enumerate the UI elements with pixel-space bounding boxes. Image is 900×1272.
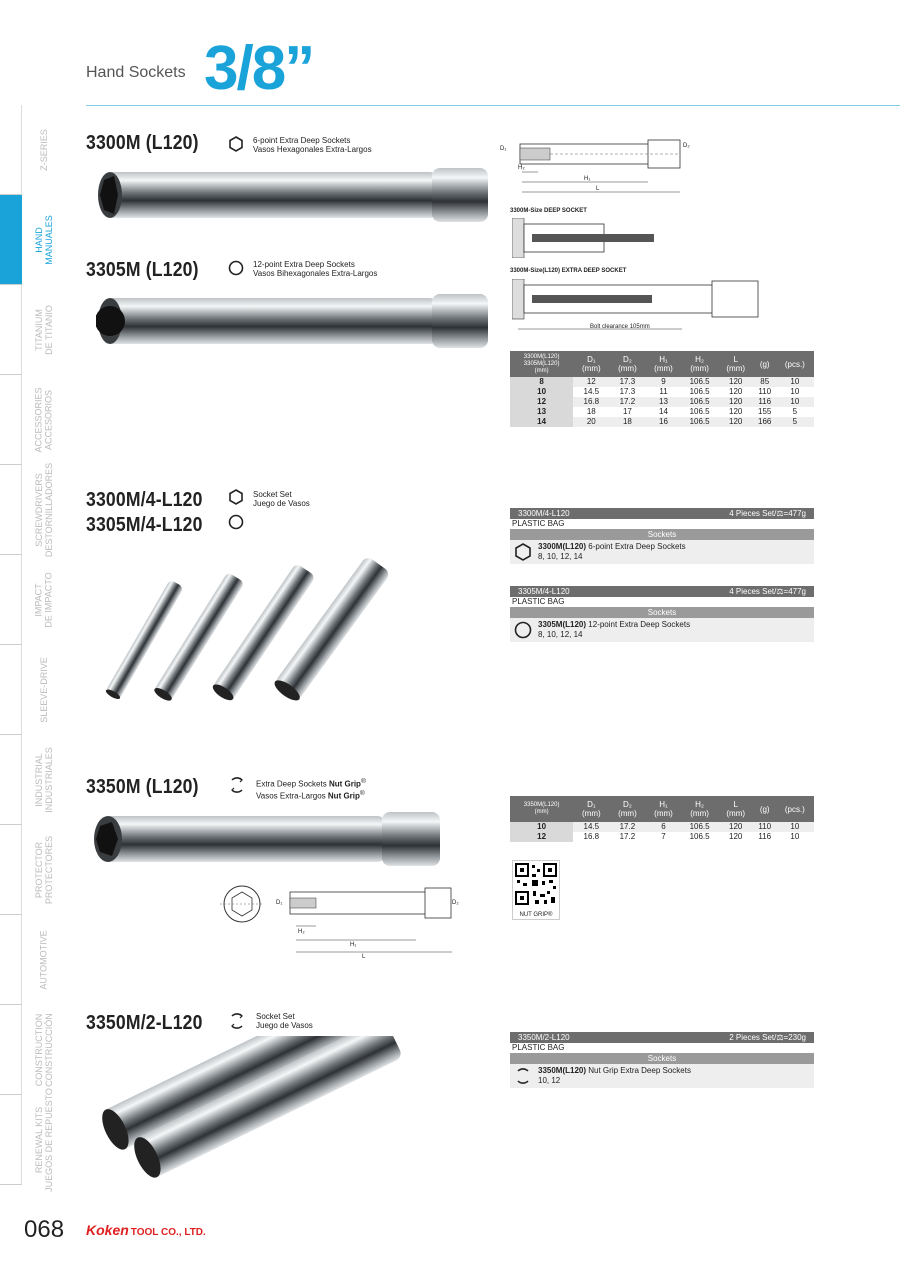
side-tab-label[interactable] <box>24 285 64 375</box>
dim-h1-label: H₁ <box>584 176 591 182</box>
table-header-code: 3350M(L120) (mm) <box>510 796 573 822</box>
set-item-code: 3350M(L120) <box>538 1066 587 1075</box>
side-tab-label[interactable] <box>24 1005 64 1095</box>
table-header: H₁ (mm) <box>645 351 681 377</box>
table-header: (pcs.) <box>776 796 814 822</box>
table-cell: 120 <box>718 822 754 832</box>
dimension-diagram-3300m <box>508 132 698 200</box>
side-tab[interactable] <box>0 465 22 555</box>
desc-es: Vasos Bihexagonales Extra-Largos <box>253 269 378 278</box>
side-tab-text: TITANIUM DE TITANIO <box>34 305 55 355</box>
side-tab-label[interactable] <box>24 462 64 558</box>
caption-deep-socket: 3300M-Size DEEP SOCKET <box>510 208 587 214</box>
side-tab-text: AUTOMOTIVE <box>39 930 49 990</box>
socket-set-4-image <box>100 556 390 712</box>
table-cell: 6 <box>645 822 681 832</box>
table-header: L (mm) <box>718 796 754 822</box>
table-cell: 85 <box>754 377 776 387</box>
product-code-3305m: 3305M (L120) <box>86 259 199 281</box>
table-cell: 110 <box>758 387 772 396</box>
set-subheader: Sockets <box>510 529 814 540</box>
brand-logo <box>86 1222 206 1238</box>
table-header: D₂ (mm) <box>609 796 645 822</box>
nut-grip-icon <box>514 1067 532 1085</box>
table-row <box>510 397 814 407</box>
table-cell: 18 <box>586 407 596 416</box>
table-cell: 16.8 <box>583 832 600 841</box>
set-item-code: 3305M(L120) <box>538 620 587 629</box>
bolt-clearance-label: Bolt clearance 105mm <box>590 324 650 330</box>
table-cell: 120 <box>729 407 743 416</box>
set-contents-3305m-4 <box>510 586 814 642</box>
table-cell: 17.3 <box>619 387 636 396</box>
side-tab[interactable] <box>0 735 22 825</box>
table-cell-size: 14 <box>510 417 573 427</box>
table-cell: 18 <box>609 417 645 427</box>
table-header: D₁ (mm) <box>573 796 609 822</box>
side-tab-text: INDUSTRIAL INDUSTRIALES <box>34 747 55 813</box>
brand-nut-grip: Nut Grip <box>327 791 360 801</box>
set-item <box>510 540 814 564</box>
table-cell: 12 <box>573 377 609 387</box>
product-code-3300m: 3300M (L120) <box>86 132 199 154</box>
product-code-3350m: 3350M (L120) <box>86 776 199 798</box>
set-code-3300m-4: 3300M/4-L120 <box>86 489 203 511</box>
table-cell: 120 <box>718 397 754 407</box>
table-cell: 17 <box>622 407 632 416</box>
desc-en: 12-point Extra Deep Sockets <box>253 260 355 269</box>
set-item-desc: 6-point Extra Deep Sockets <box>586 542 686 551</box>
set-code: 3350M/2-L120 <box>518 1033 570 1042</box>
desc-en: 6-point Extra Deep Sockets <box>253 136 351 145</box>
dim-h1-label: H₁ <box>350 942 357 948</box>
set-code: 3300M/4-L120 <box>518 509 570 518</box>
table-row <box>510 832 814 842</box>
table-cell: 13 <box>645 397 681 407</box>
side-tab-label[interactable] <box>24 645 64 735</box>
table-cell: 14.5 <box>583 387 600 396</box>
side-tab[interactable] <box>0 195 22 285</box>
desc-en: Socket Set <box>253 490 292 499</box>
side-tab[interactable] <box>0 915 22 1005</box>
side-tab-text: IMPACT DE IMPACTO <box>34 572 54 628</box>
table-cell: 116 <box>754 397 776 407</box>
side-tab[interactable] <box>0 375 22 465</box>
side-tab-label[interactable] <box>24 825 64 915</box>
set-item <box>510 618 814 642</box>
hex-6point-icon <box>228 136 244 152</box>
table-cell: 14.5 <box>573 822 609 832</box>
table-cell: 5 <box>792 407 798 416</box>
set-info: 4 Pieces Set/⚖=477g <box>729 509 806 518</box>
table-cell-size: 8 <box>510 377 573 387</box>
hex-6point-icon <box>514 543 532 561</box>
table-header: D₂ (mm) <box>609 351 645 377</box>
side-tab-text: PROTECTOR PROTECTORES <box>34 835 54 905</box>
nut-grip-icon <box>228 1012 246 1030</box>
side-tab-text: ACCESSORIES ACCESORIOS <box>34 387 54 453</box>
dim-l-label: L <box>362 954 366 960</box>
side-tab[interactable] <box>0 555 22 645</box>
set-item-desc: 12-point Extra Deep Sockets <box>586 620 691 629</box>
table-cell: 120 <box>729 387 743 396</box>
nut-grip-icon <box>228 776 246 794</box>
deep-socket-cutaway <box>512 218 654 258</box>
table-cell-size: 10 <box>510 822 573 832</box>
set-item <box>510 1064 814 1088</box>
caption-extra-deep: 3300M-Size(L120) EXTRA DEEP SOCKET <box>510 268 627 274</box>
table-header: (g) <box>754 796 776 822</box>
set-packaging: PLASTIC BAG <box>512 1043 565 1052</box>
desc-es: Juego de Vasos <box>253 499 310 508</box>
table-header: (pcs.) <box>776 351 814 377</box>
table-cell-size: 10 <box>510 387 573 397</box>
set-code: 3305M/4-L120 <box>518 587 570 596</box>
side-tab[interactable] <box>0 285 22 375</box>
table-cell: 17.2 <box>609 397 645 407</box>
set-header <box>510 586 814 597</box>
set-info: 2 Pieces Set/⚖=230g <box>729 1033 806 1042</box>
hex-6point-icon <box>228 489 244 505</box>
header-rule <box>86 105 900 106</box>
side-tab[interactable] <box>0 1005 22 1095</box>
spec-table-3300m-3305m <box>510 351 814 427</box>
side-tab-text: RENEWAL KITS JUEGOS DE REPUESTO <box>34 1088 55 1192</box>
table-cell: 17.2 <box>609 822 645 832</box>
set-header <box>510 1032 814 1043</box>
section-subtitle: Hand Sockets <box>86 64 186 81</box>
set-desc-4 <box>253 490 310 508</box>
desc-en: Socket Set <box>256 1012 295 1021</box>
table-cell: 155 <box>758 407 772 416</box>
set-contents-3300m-4 <box>510 508 814 564</box>
table-cell-size: 12 <box>510 832 573 842</box>
dim-h2-label: H₂ <box>518 165 525 171</box>
desc-es: Vasos Hexagonales Extra-Largos <box>253 145 372 154</box>
set-desc-2 <box>256 1012 313 1030</box>
set-code-3305m-4: 3305M/4-L120 <box>86 514 203 536</box>
side-tab-label[interactable] <box>24 375 64 465</box>
qr-label: NUT GRIP® <box>519 912 553 918</box>
table-cell: 10 <box>776 822 814 832</box>
dim-l-label: L <box>596 186 600 192</box>
side-tab-label[interactable] <box>24 735 64 825</box>
side-tab[interactable] <box>0 825 22 915</box>
side-tab-text: CONSTRUCTION CONSTRUCCIÓN <box>34 1013 54 1087</box>
hex-12point-icon <box>228 514 244 530</box>
table-row <box>510 407 814 417</box>
product-desc-3305m <box>253 260 377 278</box>
desc-es: Juego de Vasos <box>256 1021 313 1030</box>
side-tab-text: SCREWDRIVERS DESTORNILLADORES <box>34 462 55 558</box>
table-header-code: 3300M(L120) 3305M(L120) (mm) <box>510 351 573 377</box>
dim-d2-label: D₂ <box>452 900 459 906</box>
table-cell: 166 <box>754 417 776 427</box>
table-cell: 5 <box>776 417 814 427</box>
side-tab-text: SLEEVE-DRIVE <box>39 657 49 723</box>
table-cell: 110 <box>754 822 776 832</box>
qr-code[interactable] <box>512 860 560 920</box>
set-packaging: PLASTIC BAG <box>512 597 565 606</box>
table-cell: 17.3 <box>609 377 645 387</box>
table-cell-size: 13 <box>510 407 573 417</box>
side-tab-label[interactable] <box>24 105 64 195</box>
set-item-desc: Nut Grip Extra Deep Sockets <box>586 1066 691 1075</box>
set-contents-3350m-2 <box>510 1032 814 1088</box>
set-subheader: Sockets <box>510 1053 814 1064</box>
table-header: D₁ (mm) <box>573 351 609 377</box>
table-header: H₂ (mm) <box>682 351 718 377</box>
side-tab-text: HAND MANUALES <box>34 215 55 265</box>
product-desc-3300m <box>253 136 372 154</box>
side-tab[interactable] <box>0 105 22 195</box>
table-cell: 116 <box>758 832 772 841</box>
table-cell: 7 <box>661 832 666 841</box>
dim-h2-label: H₂ <box>298 929 305 935</box>
side-tab-label[interactable] <box>24 1088 64 1192</box>
table-cell-size: 12 <box>510 397 573 407</box>
socket-3305m-image <box>96 292 492 350</box>
side-tab-label[interactable] <box>24 915 64 1005</box>
brand-name: Koken <box>86 1222 129 1238</box>
socket-3350m-image <box>92 810 444 870</box>
dimension-diagram-3350m <box>220 884 470 958</box>
table-cell: 120 <box>718 417 754 427</box>
brand-suffix: TOOL CO., LTD. <box>130 1227 206 1238</box>
table-cell: 106.5 <box>689 407 710 416</box>
table-cell: 120 <box>718 377 754 387</box>
product-desc-3350m <box>256 777 366 800</box>
hex-12point-icon <box>228 260 244 276</box>
table-cell: 106.5 <box>682 417 718 427</box>
side-tab-label[interactable] <box>24 195 64 285</box>
set-subheader: Sockets <box>510 607 814 618</box>
drive-size-title: 3/8” <box>204 34 314 103</box>
set-item-sizes: 8, 10, 12, 14 <box>538 630 583 639</box>
table-row <box>510 417 814 427</box>
table-cell: 120 <box>729 832 743 841</box>
side-tab-label[interactable] <box>24 555 64 645</box>
dim-d1-label: D₁ <box>276 900 283 906</box>
table-cell: 106.5 <box>682 377 718 387</box>
table-cell: 16 <box>645 417 681 427</box>
table-row <box>510 387 814 397</box>
desc-es: Vasos Extra-Largos <box>256 791 326 801</box>
set-packaging: PLASTIC BAG <box>512 519 565 528</box>
set-code-3350m-2: 3350M/2-L120 <box>86 1012 203 1034</box>
set-item-sizes: 10, 12 <box>538 1076 561 1085</box>
reg-mark: ® <box>360 778 366 785</box>
table-row <box>510 377 814 387</box>
dim-d2-label: D₂ <box>683 143 690 149</box>
table-cell: 106.5 <box>682 822 718 832</box>
table-cell: 9 <box>645 377 681 387</box>
set-item-sizes: 8, 10, 12, 14 <box>538 552 583 561</box>
socket-set-2-image <box>92 1036 402 1186</box>
socket-3300m-image <box>96 166 492 224</box>
table-cell: 106.5 <box>682 397 718 407</box>
side-tab[interactable] <box>0 1095 22 1185</box>
table-header: H₁ (mm) <box>645 796 681 822</box>
hex-12point-icon <box>514 621 532 639</box>
page-number: 068 <box>24 1216 65 1243</box>
side-tab-text: Z-SERIES <box>39 129 50 171</box>
table-cell: 14 <box>659 407 668 416</box>
table-cell: 10 <box>790 387 800 396</box>
table-header: L (mm) <box>718 351 754 377</box>
set-info: 4 Pieces Set/⚖=477g <box>729 587 806 596</box>
table-cell: 11 <box>659 387 668 396</box>
table-header: H₂ (mm) <box>682 796 718 822</box>
set-header <box>510 508 814 519</box>
desc-en: Extra Deep Sockets <box>256 779 327 789</box>
reg-mark: ® <box>359 789 365 797</box>
table-cell: 106.5 <box>689 387 710 396</box>
table-cell: 10 <box>790 832 800 841</box>
brand-nut-grip: Nut Grip <box>328 779 361 789</box>
table-cell: 106.5 <box>689 832 710 841</box>
qr-code-icon <box>513 861 559 907</box>
set-item-code: 3300M(L120) <box>538 542 587 551</box>
side-tab[interactable] <box>0 645 22 735</box>
spec-table-3350m <box>510 796 814 842</box>
table-row <box>510 822 814 832</box>
table-cell: 10 <box>776 377 814 387</box>
dim-d1-label: D₁ <box>500 146 507 152</box>
table-cell: 16.8 <box>573 397 609 407</box>
table-cell: 17.2 <box>619 832 636 841</box>
table-cell: 10 <box>776 397 814 407</box>
table-cell: 20 <box>573 417 609 427</box>
table-header: (g) <box>754 351 776 377</box>
